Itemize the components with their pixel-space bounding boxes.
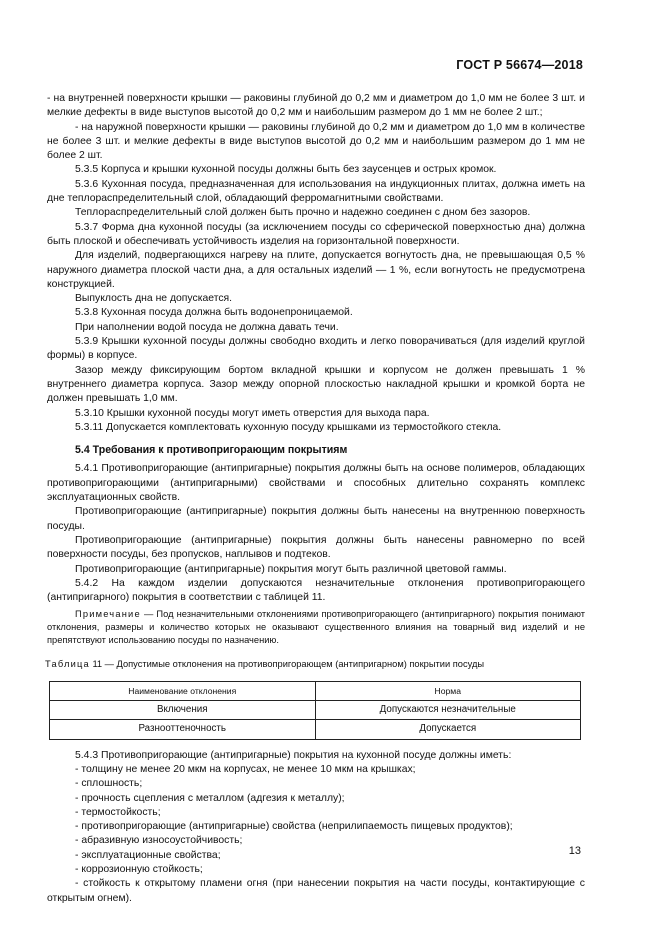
paragraph: Противопригорающие (антипригарные) покрытия могут быть различной цветовой гаммы. bbox=[75, 563, 507, 575]
paragraph: Противопригорающие (антипригарные) покрытия должны быть нанесены на внутреннюю поверхность посуды. bbox=[47, 506, 585, 532]
paragraph: 5.4.3 Противопригорающие (антипригарные) покрытия на кухонной посуде должны иметь: bbox=[75, 749, 512, 761]
paragraph: - на наружной поверхности крышки — раковины глубиной до 0,2 мм и диаметром до 1,0 мм в количестве не более 3 шт. и мелкие дефекты в виде выступов высотой до 0,2 мм и наибольшим размером до 1 мм не более 2 шт. bbox=[47, 121, 585, 162]
note-label: Примечание bbox=[75, 609, 141, 620]
paragraph: 5.3.8 Кухонная посуда должна быть водонепроницаемой. bbox=[75, 307, 353, 319]
paragraph: При наполнении водой посуда не должна давать течи. bbox=[75, 321, 339, 333]
section-heading: 5.4 Требования к противопригорающим покрытиям bbox=[75, 444, 348, 457]
page-number: 13 bbox=[568, 845, 581, 857]
table-cell: Разнооттеночность bbox=[50, 720, 316, 739]
document-id: ГОСТ Р 56674—2018 bbox=[456, 58, 583, 72]
paragraph: - эксплуатационные свойства; bbox=[75, 849, 221, 861]
paragraph: 5.3.5 Корпуса и крышки кухонной посуды должны быть без заусенцев и острых кромок. bbox=[75, 164, 497, 176]
table-cell: Включения bbox=[50, 701, 316, 720]
paragraph: - противопригорающие (антипригарные) свойства (неприлипаемость пищевых продуктов); bbox=[75, 821, 513, 833]
document-body bbox=[47, 92, 585, 906]
paragraph: - на внутренней поверхности крышки — раковины глубиной до 0,2 мм и диаметром до 1,0 мм не более 3 шт. и мелкие дефекты в виде выступов высотой до 0,2 мм и наибольшим размером до 1 мм не более 2 шт.; bbox=[47, 93, 585, 119]
table-caption-text: 11 — Допустимые отклонения на противопригорающем (антипригарном) покрытии посуды bbox=[89, 659, 485, 670]
text-section-top bbox=[47, 92, 585, 605]
table-caption bbox=[45, 658, 585, 671]
paragraph: 5.4.1 Противопригорающие (антипригарные) покрытия должны быть на основе полимеров, обладающих противопригорающими (антипригарными) свойствами и способных длительно сохранять комплекс эксплуатационных свойств. bbox=[47, 463, 585, 504]
table-header-row bbox=[50, 681, 581, 700]
table-cell: Допускаются незначительные bbox=[315, 701, 581, 720]
table-row bbox=[50, 720, 581, 739]
note bbox=[47, 608, 585, 646]
paragraph: - сплошность; bbox=[75, 778, 143, 790]
paragraph: 5.3.6 Кухонная посуда, предназначенная для использования на индукционных плитах, должна иметь на дне теплораспределительный слой, обладающий ферромагнитными свойствами. bbox=[47, 178, 585, 205]
text-section-bottom bbox=[47, 749, 585, 906]
paragraph: Теплораспределительный слой должен быть прочно и надежно соединен с дном без зазоров. bbox=[75, 207, 531, 219]
table-cell: Допускается bbox=[315, 720, 581, 739]
table-caption-label: Таблица bbox=[45, 659, 90, 670]
table-row bbox=[50, 701, 581, 720]
paragraph: - термостойкость; bbox=[75, 806, 161, 818]
paragraph: Зазор между фиксирующим бортом вкладной крышки и корпусом не должен превышать 1 % внутреннего диаметра корпуса. Зазор между опорной плоскостью накладной крышки и кромкой борта не должен превышать 1,0 мм. bbox=[47, 364, 585, 405]
paragraph: - толщину не менее 20 мкм на корпусах, не менее 10 мкм на крышках; bbox=[75, 763, 416, 775]
paragraph: 5.3.9 Крышки кухонной посуды должны свободно входить и легко поворачиваться (для изделий круглой формы) в корпусе. bbox=[47, 336, 585, 362]
paragraph: - абразивную износоустойчивость; bbox=[75, 835, 243, 847]
paragraph: - стойкость к открытому пламени огня (при нанесении покрытия на части посуды, контактирующие с открытым огнем). bbox=[47, 878, 585, 904]
note-text: — Под незначительными отклонениями противопригорающего (антипригарного) покрытия понимают отклонения, размеры и количество которых не оказывают существенного влияния на товарный вид изделий и не препятствуют использованию посуды по назначению. bbox=[47, 609, 585, 645]
paragraph: - прочность сцепления с металлом (адгезия к металлу); bbox=[75, 792, 345, 804]
paragraph: 5.3.11 Допускается комплектовать кухонную посуду крышками из термостойкого стекла. bbox=[75, 421, 502, 433]
deviations-table bbox=[49, 681, 581, 740]
paragraph: Противопригорающие (антипригарные) покрытия должны быть нанесены равномерно по всей поверхности посуды, без пропусков, наплывов и подтеков. bbox=[47, 534, 585, 561]
paragraph: Для изделий, подвергающихся нагреву на плите, допускается вогнутость дна, не превышающая 0,5 % наружного диаметра плоской части дна, а для остальных изделий — 1 %, если вогнутость не предусмотрена конструкцией. bbox=[47, 250, 585, 290]
paragraph: - коррозионную стойкость; bbox=[75, 864, 203, 876]
paragraph: 5.4.2 На каждом изделии допускаются незначительные отклонения противопригорающего (антипригарного) покрытия в соответствии с таблицей 11. bbox=[47, 577, 585, 604]
paragraph: 5.3.10 Крышки кухонной посуды могут иметь отверстия для выхода пара. bbox=[75, 407, 430, 419]
paragraph: Выпуклость дна не допускается. bbox=[75, 293, 233, 305]
table-header-cell: Норма bbox=[315, 681, 581, 700]
table-header-cell: Наименование отклонения bbox=[50, 681, 316, 700]
paragraph: 5.3.7 Форма дна кухонной посуды (за исключением посуды со сферической поверхностью дна) должна быть плоской и обеспечивать устойчивость изделия на горизонтальной поверхности. bbox=[47, 221, 585, 247]
